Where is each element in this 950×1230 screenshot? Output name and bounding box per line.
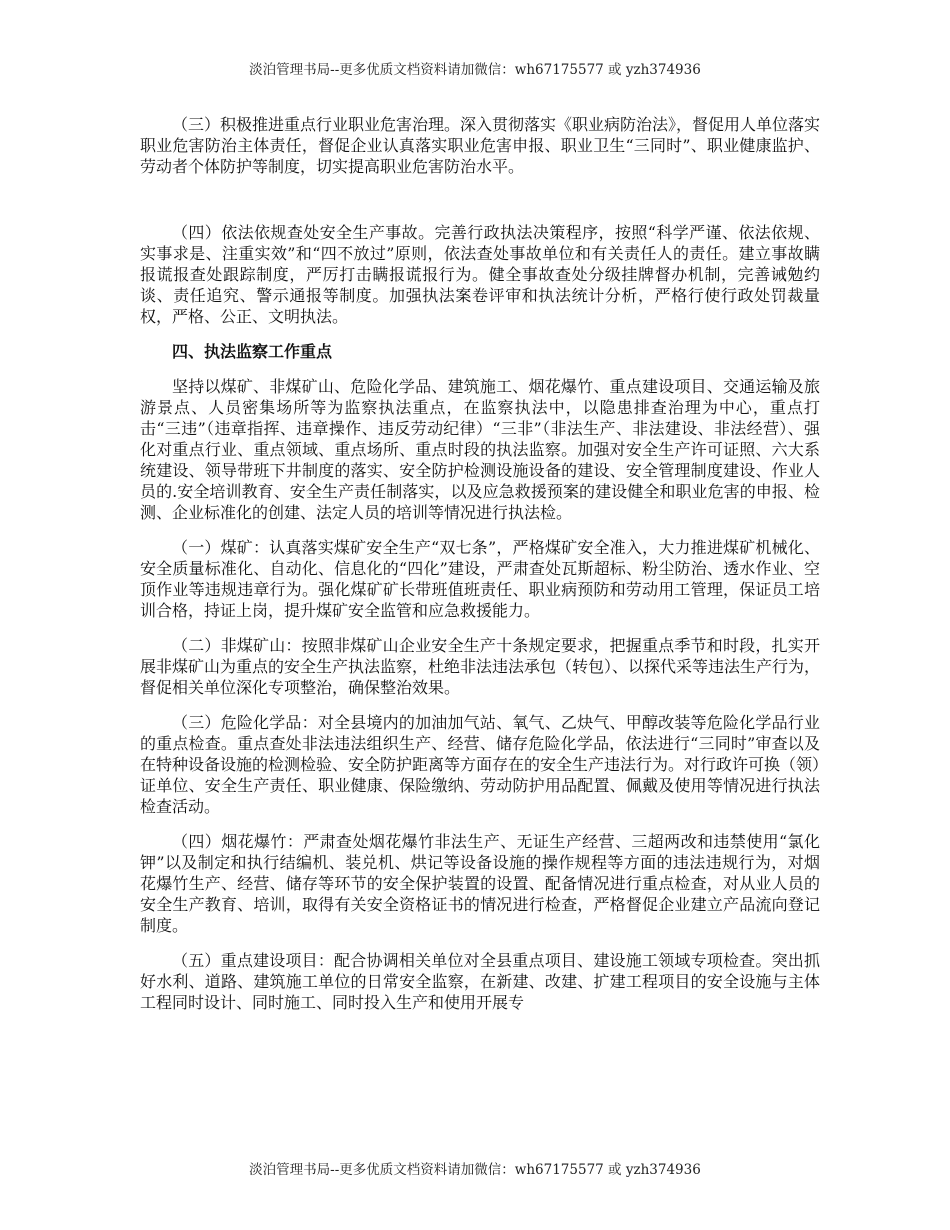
paragraph-hazardous-chemicals: （三）危险化学品：对全县境内的加油加气站、氧气、乙炔气、甲醇改装等危险化学品行业的重点检查。重点查处非法违法组织生产、经营、储存危险化学品，依法进行“三同时”审查以及在特种设备设施的检测检验、安全防护距离等方面存在的安全生产违法行为。对行政许可换（领）证单位、安全生产责任、职业健康、保险缴纳、劳动防护用品配置、佩戴及使用等情况进行执法检查活动。 — [140, 713, 821, 816]
paragraph-enforcement-focus: 坚持以煤矿、非煤矿山、危险化学品、建筑施工、烟花爆竹、重点建设项目、交通运输及旅游景点、人员密集场所等为监察执法重点，在监察执法中，以隐患排查治理为中心，重点打击“三违”（违章指挥、违章操作、违反劳动纪律）“三非”（非法生产、非法建设、非法经营）、强化对重点行业、重点领域、重点场所、重点时段的执法监察。加强对安全生产许可证照、六大系统建设、领导带班下井制度的落实、安全防护检测设施设备的建设、安全管理制度建设、作业人员的.安全培训教育、安全生产责任制落实，以及应急救援预案的建设健全和职业危害的申报、检测、企业标准化的创建、法定人员的培训等情况进行执法检。 — [140, 377, 820, 522]
document-body — [140, 114, 820, 1013]
paragraph-fireworks: （四）烟花爆竹：严肃查处烟花爆竹非法生产、无证生产经营、三超两改和违禁使用“氯化钾”以及制定和执行结编机、装兑机、烘记等设备设施的操作规程等方面的违法违规行为，对烟花爆竹生产、经营、储存等环节的安全保护装置的设置、配备情况进行重点检查，对从业人员的安全生产教育、培训，取得有关安全资格证书的情况进行检查，严格督促企业建立产品流向登记制度。 — [140, 832, 820, 935]
paragraph-key-projects: （五）重点建设项目：配合协调相关单位对全县重点项目、建设施工领域专项检查。突出抓好水利、道路、建筑施工单位的日常安全监察，在新建、改建、扩建工程项目的安全设施与主体工程同时设计、同时施工、同时投入生产和使用开展专 — [140, 951, 820, 1012]
page-footer: 淡泊管理书局--更多优质文档资料请加微信：wh67175577 或 yzh374936 — [249, 1162, 701, 1178]
paragraph-occupational-hazard: （三）积极推进重点行业职业危害治理。深入贯彻落实《职业病防治法》，督促用人单位落实职业危害防治主体责任，督促企业认真落实职业危害申报、职业卫生“三同时”、职业健康监护、劳动者个体防护等制度，切实提高职业危害防治水平。 — [140, 115, 821, 176]
page-header: 淡泊管理书局--更多优质文档资料请加微信：wh67175577 或 yzh374936 — [249, 62, 701, 78]
paragraph-accident-investigation: （四）依法依规查处安全生产事故。完善行政执法决策程序，按照“科学严谨、依法依规、实事求是、注重实效”和“四不放过”原则，依法查处事故单位和有关责任人的责任。建立事故瞒报谎报查处跟踪制度，严厉打击瞒报谎报行为。健全事故查处分级挂牌督办机制，完善诫勉约谈、责任追究、警示通报等制度。加强执法案卷评审和执法统计分析，严格行使行政处罚裁量权，严格、公正、文明执法。 — [140, 223, 820, 326]
paragraph-non-coal-mine: （二）非煤矿山：按照非煤矿山企业安全生产十条规定要求，把握重点季节和时段，扎实开展非煤矿山为重点的安全生产执法监察，杜绝非法违法承包（转包）、以探代采等违法生产行为，督促相关单位深化专项整治，确保整治效果。 — [140, 636, 821, 697]
section-heading-enforcement-focus: 四、执法监察工作重点 — [172, 342, 333, 361]
paragraph-coal-mine: （一）煤矿：认真落实煤矿安全生产“双七条”，严格煤矿安全准入，大力推进煤矿机械化、安全质量标准化、自动化、信息化的“四化”建设，严肃查处瓦斯超标、粉尘防治、透水作业、空顶作业等违规违章行为。强化煤矿矿长带班值班责任、职业病预防和劳动用工管理，保证员工培训合格，持证上岗，提升煤矿安全监管和应急救援能力。 — [140, 538, 820, 620]
